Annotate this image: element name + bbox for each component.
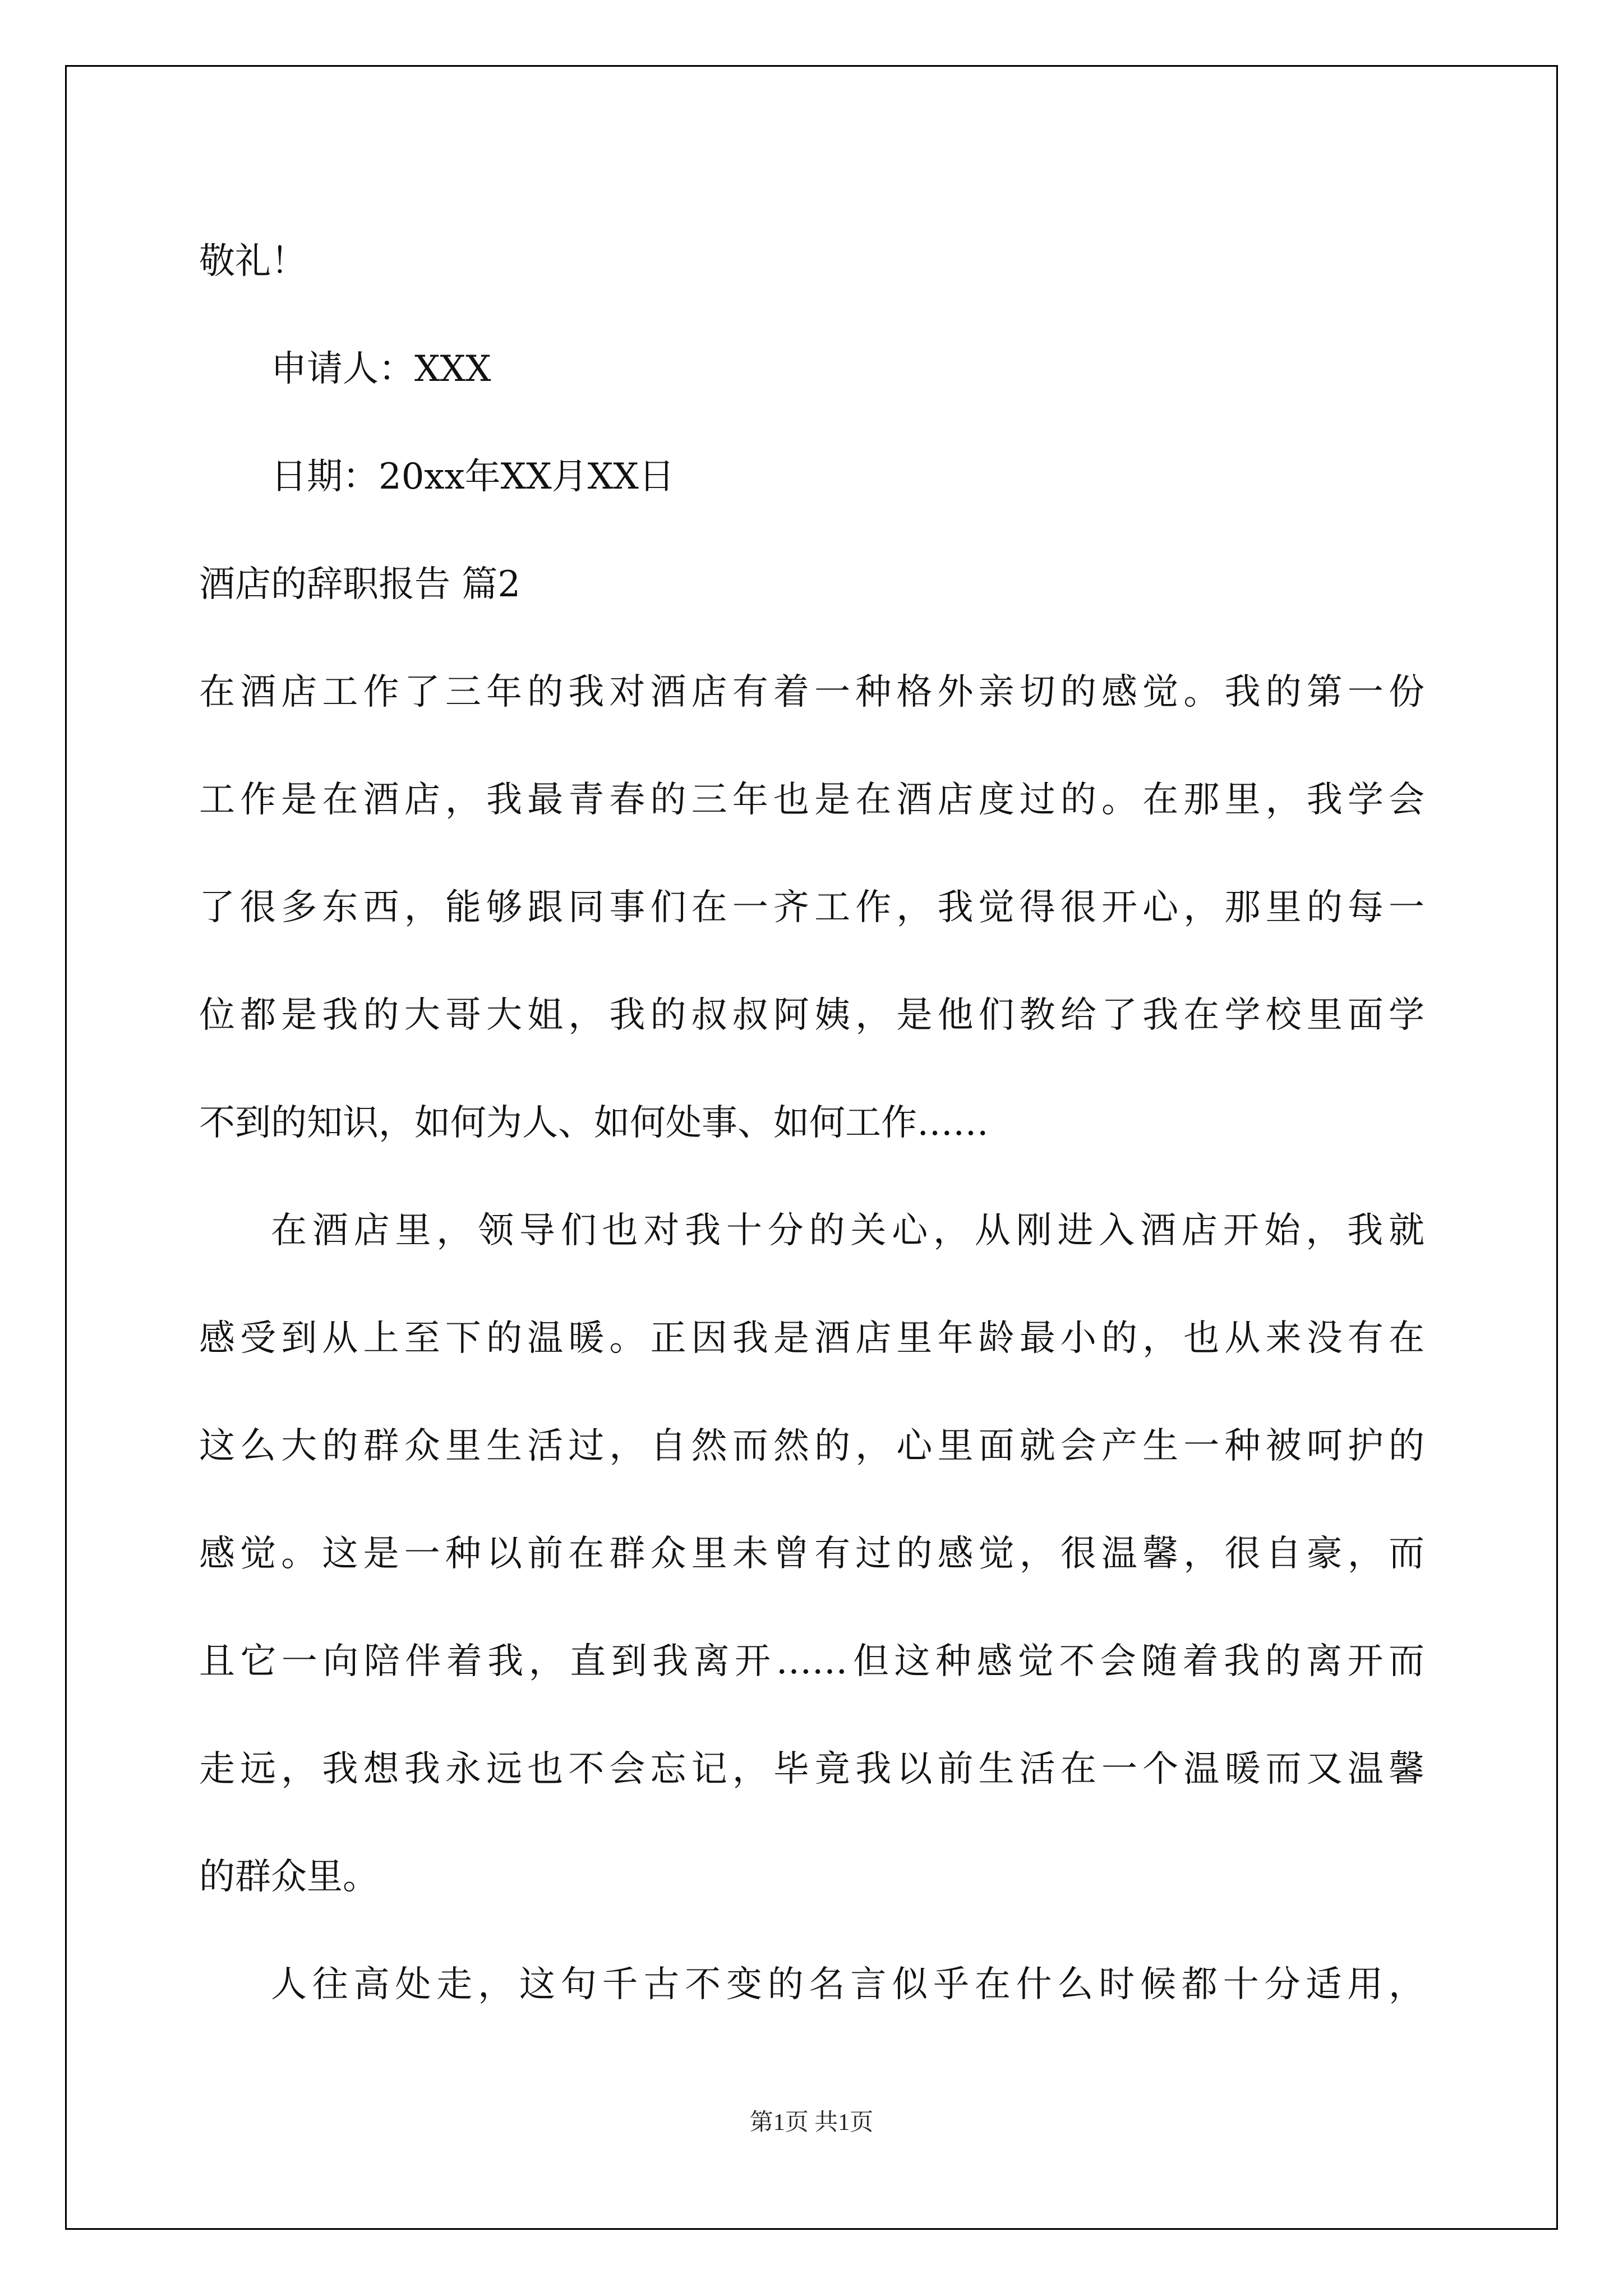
paragraph-line: 人往高处走，这句千古不变的名言似乎在什么时候都十分适用， <box>271 1964 1424 2005</box>
paragraph-line: 位都是我的大哥大姐，我的叔叔阿姨，是他们教给了我在学校里面学 <box>199 995 1424 1036</box>
paragraph-line: 在酒店工作了三年的我对酒店有着一种格外亲切的感觉。我的第一份 <box>199 671 1424 713</box>
paragraph-line: 在酒店里，领导们也对我十分的关心，从刚进入酒店开始，我就 <box>271 1210 1424 1251</box>
paragraph-3 <box>199 1931 1424 2039</box>
closing-line: 敬礼！ <box>199 241 307 282</box>
paragraph-line: 感觉。这是一种以前在群众里未曾有过的感觉，很温馨，很自豪，而 <box>199 1533 1424 1575</box>
paragraph-line: 且它一向陪伴着我，直到我离开……但这种感觉不会随着我的离开而 <box>199 1641 1424 1682</box>
paragraph-line: 感受到从上至下的温暖。正因我是酒店里年龄最小的，也从来没有在 <box>199 1318 1424 1359</box>
paragraph-line: 这么大的群众里生活过，自然而然的，心里面就会产生一种被呵护的 <box>199 1425 1424 1467</box>
paragraph-line: 的群众里。 <box>199 1856 379 1898</box>
document-body <box>199 208 1424 2039</box>
paragraph-1 <box>199 638 1424 1177</box>
paragraph-line: 走远，我想我永远也不会忘记，毕竟我以前生活在一个温暖而又温馨 <box>199 1749 1424 1790</box>
section-title: 酒店的辞职报告 篇2 <box>199 564 521 605</box>
paragraph-line: 了很多东西，能够跟同事们在一齐工作，我觉得很开心，那里的每一 <box>199 887 1424 928</box>
paragraph-line: 工作是在酒店，我最青春的三年也是在酒店度过的。在那里，我学会 <box>199 779 1424 821</box>
applicant-line: 申请人：XXX <box>271 348 491 390</box>
page-footer: 第1页 共1页 <box>749 2110 874 2136</box>
paragraph-2 <box>199 1177 1424 1931</box>
paragraph-line: 不到的知识，如何为人、如何处事、如何工作…… <box>199 1102 989 1144</box>
date-line: 日期：20xx年XX月XX日 <box>271 456 675 498</box>
